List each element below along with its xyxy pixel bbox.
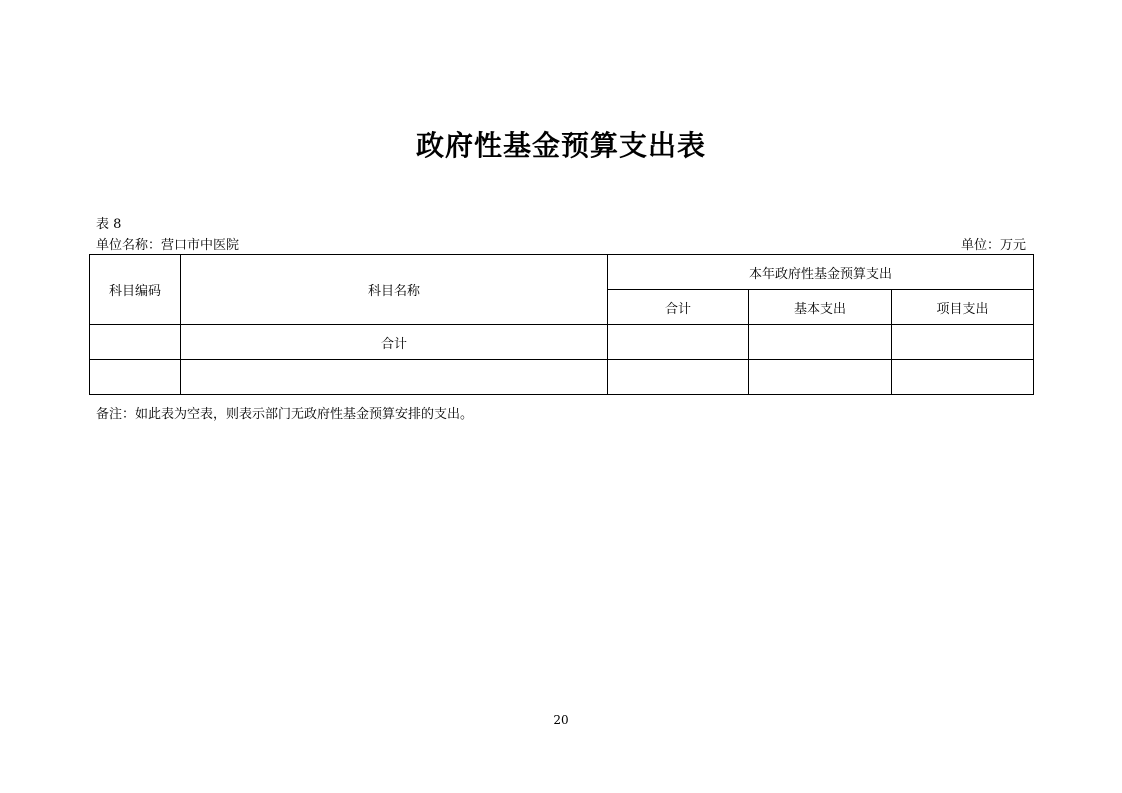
page-number: 20: [553, 713, 569, 727]
header-annual-fund-expenditure: 本年政府性基金预算支出: [608, 255, 1034, 290]
cell-total: [608, 325, 749, 360]
header-basic-expenditure: 基本支出: [749, 290, 892, 325]
cell-code: [90, 325, 181, 360]
cell-code: [90, 360, 181, 395]
header-subject-code: 科目编码: [90, 255, 181, 325]
page-title: 政府性基金预算支出表: [415, 129, 706, 162]
header-subject-name: 科目名称: [181, 255, 608, 325]
cell-name: [181, 360, 608, 395]
unit-name-value: 营口市中医院: [161, 238, 240, 253]
header-project-expenditure: 项目支出: [892, 290, 1034, 325]
header-row-1: [90, 255, 1034, 290]
budget-table: [89, 254, 1034, 395]
footnote: 备注：如此表为空表，则表示部门无政府性基金预算安排的支出。: [96, 407, 474, 422]
cell-basic: [749, 325, 892, 360]
header-total: 合计: [608, 290, 749, 325]
cell-project: [892, 360, 1034, 395]
cell-name: 合计: [181, 325, 608, 360]
unit-name-label: 单位名称：: [96, 238, 162, 253]
cell-project: [892, 325, 1034, 360]
table-number: 表 8: [96, 217, 122, 232]
currency-unit: 单位：万元: [960, 238, 1026, 253]
table-row: [90, 325, 1034, 360]
table-row: [90, 360, 1034, 395]
unit-name: [96, 234, 239, 253]
cell-total: [608, 360, 749, 395]
cell-basic: [749, 360, 892, 395]
